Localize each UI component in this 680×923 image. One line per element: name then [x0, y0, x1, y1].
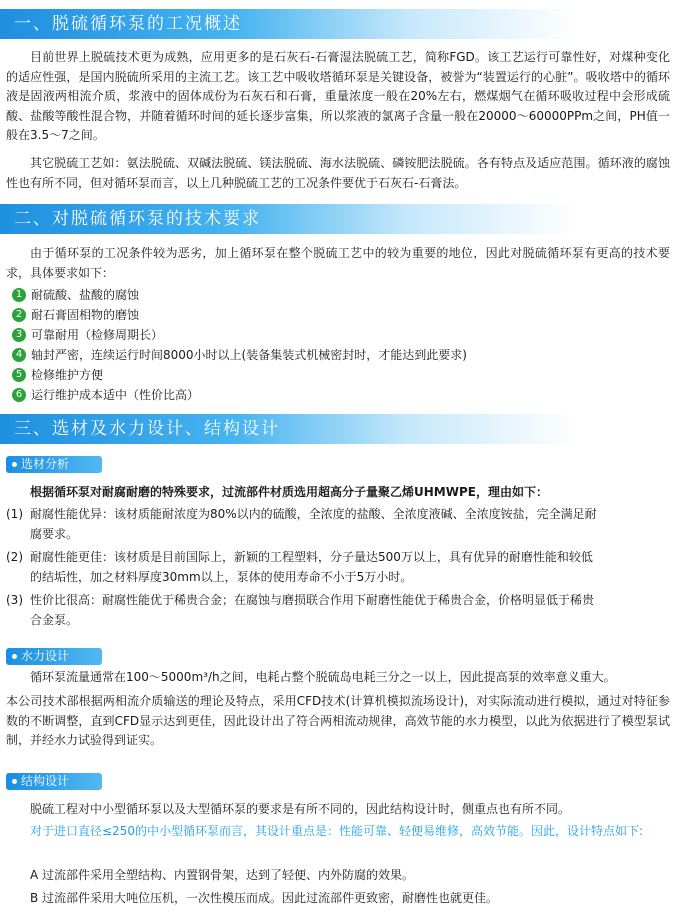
paragraph: 目前世界上脱硫技术更为成熟，应用更多的是石灰石-石膏湿法脱硫工艺，简称FGD。该工艺运行可靠性好，对煤种变化的适应性强，是国内脱硫所采用的主流工艺。该工艺中吸收塔循环泵是关键设备，被誉为“装置运行的心脏”。吸收塔中的循环液是固液两相流介质，浆液中的固体成份为石灰石和石膏，重量浓度一般在20%左右，燃煤烟气在循环吸收过程中会形成硫酸、盐酸等酸性混合物，并随着循环时间的延长逐步富集，所以浆液的氯离子含量一般在20000～60000PPm之间，PH值一般在3.5～7之间。 — [6, 50, 670, 142]
paragraph: 循环泵流量通常在100～5000m³/h之间，电耗占整个脱硫岛电耗三分之一以上，因此提高泵的效率意义重大。 — [30, 670, 616, 684]
tag-label: 结构设计 — [21, 774, 70, 788]
number-badge: 5 — [12, 368, 26, 382]
list-item-text: 耐石膏固相物的磨蚀 — [31, 308, 140, 322]
highlight-paragraph: 对于进口直径≤250的中小型循环泵而言，其设计重点是：性能可靠、轻便易维修，高效节能。因此，设计特点如下: — [30, 824, 644, 838]
list-item-text: 轴封严密，连续运行时间8000小时以上(装备集装式机械密封时，才能达到此要求) — [31, 348, 467, 362]
list-item — [12, 286, 672, 305]
paragraph: 本公司技术部根据两相流介质输送的理论及特点，采用CFD技术(计算机模拟流场设计)，对实际流动进行模拟，通过对特征参数的不断调整，直到CFD显示达到更佳，因此设计出了符合两相流动规律，高效节能的水力模型，以此为依据进行了模型泵试制，并经水力试验得到证实。 — [6, 694, 670, 747]
list-item — [6, 547, 670, 587]
paragraph: 其它脱硫工艺如：氨法脱硫、双碱法脱硫、镁法脱硫、海水法脱硫、磷铵肥法脱硫。各有特点及适应范围。循环液的腐蚀性也有所不同，但对循环泵而言，以上几种脱硫工艺的工况条件要优于石灰石-石膏法。 — [6, 156, 670, 190]
item-text-cont: 合金泵。 — [30, 613, 79, 627]
section-header-1 — [0, 9, 680, 39]
list-item — [12, 306, 672, 325]
list-item — [6, 504, 670, 544]
item-number: (2) — [6, 550, 23, 564]
bullet-dot-icon — [12, 462, 17, 467]
number-badge: 4 — [12, 348, 26, 362]
lead-text: 根据循环泵对耐腐耐磨的特殊要求，过流部件材质选用超高分子量聚乙烯UHMWPE，理由如下： — [30, 485, 548, 499]
list-item — [12, 386, 672, 405]
item-text: 耐腐性能更佳：该材质是目前国际上，新颖的工程塑料，分子量达500万以上，具有优异的耐磨性能和较低 — [30, 550, 593, 564]
item-number: (1) — [6, 507, 23, 521]
section-header-2 — [0, 204, 680, 234]
list-item — [12, 326, 672, 345]
section-title: 三、选材及水力设计、结构设计 — [14, 419, 280, 439]
number-badge: 1 — [12, 288, 26, 302]
number-badge: 2 — [12, 308, 26, 322]
list-item-text: 运行维护成本适中（性价比高） — [31, 388, 200, 402]
paragraph: 由于循环泵的工况条件较为恶劣，加上循环泵在整个脱硫工艺中的较为重要的地位，因此对脱硫循环泵有更高的技术要求，具体要求如下： — [6, 246, 670, 280]
section-title: 二、对脱硫循环泵的技术要求 — [14, 209, 261, 229]
list-item-text: 可靠耐用（检修周期长） — [31, 328, 164, 342]
item-number: (3) — [6, 593, 23, 607]
list-item-text: 耐硫酸、盐酸的腐蚀 — [31, 288, 140, 302]
item-text: 性价比很高：耐腐性能优于稀贵合金；在腐蚀与磨损联合作用下耐磨性能优于稀贵合金，价格明显低于稀贵 — [30, 593, 595, 607]
item-text: 耐腐性能优异：该材质能耐浓度为80%以内的硫酸，全浓度的盐酸、全浓度液碱、全浓度铵盐，完全满足耐 — [30, 507, 597, 521]
design-point-b: B 过流部件采用大吨位压机，一次性模压而成。因此过流部件更致密，耐磨性也就更佳。 — [30, 891, 499, 905]
number-badge: 6 — [12, 388, 26, 402]
subsection-tag-material — [6, 456, 102, 473]
list-item — [12, 366, 672, 385]
section-header-3 — [0, 414, 680, 444]
subsection-tag-structure — [6, 773, 102, 790]
tag-label: 水力设计 — [21, 649, 70, 663]
list-item — [6, 590, 670, 630]
list-item — [12, 346, 672, 365]
item-text-cont: 腐要求。 — [30, 527, 79, 541]
bullet-dot-icon — [12, 654, 17, 659]
item-text-cont: 的结垢性，加之材料厚度30mm以上，泵体的使用寿命不小于5万小时。 — [30, 570, 413, 584]
tag-label: 选材分析 — [21, 457, 70, 471]
bullet-dot-icon — [12, 779, 17, 784]
design-point-a: A 过流部件采用全塑结构、内置钢骨架，达到了轻便、内外防腐的效果。 — [30, 868, 415, 882]
number-badge: 3 — [12, 328, 26, 342]
paragraph: 脱硫工程对中小型循环泵以及大型循环泵的要求是有所不同的，因此结构设计时，侧重点也有所不同。 — [30, 802, 571, 816]
subsection-tag-hydraulic — [6, 648, 102, 665]
list-item-text: 检修维护方便 — [31, 368, 104, 382]
section-title: 一、脱硫循环泵的工况概述 — [14, 14, 242, 34]
